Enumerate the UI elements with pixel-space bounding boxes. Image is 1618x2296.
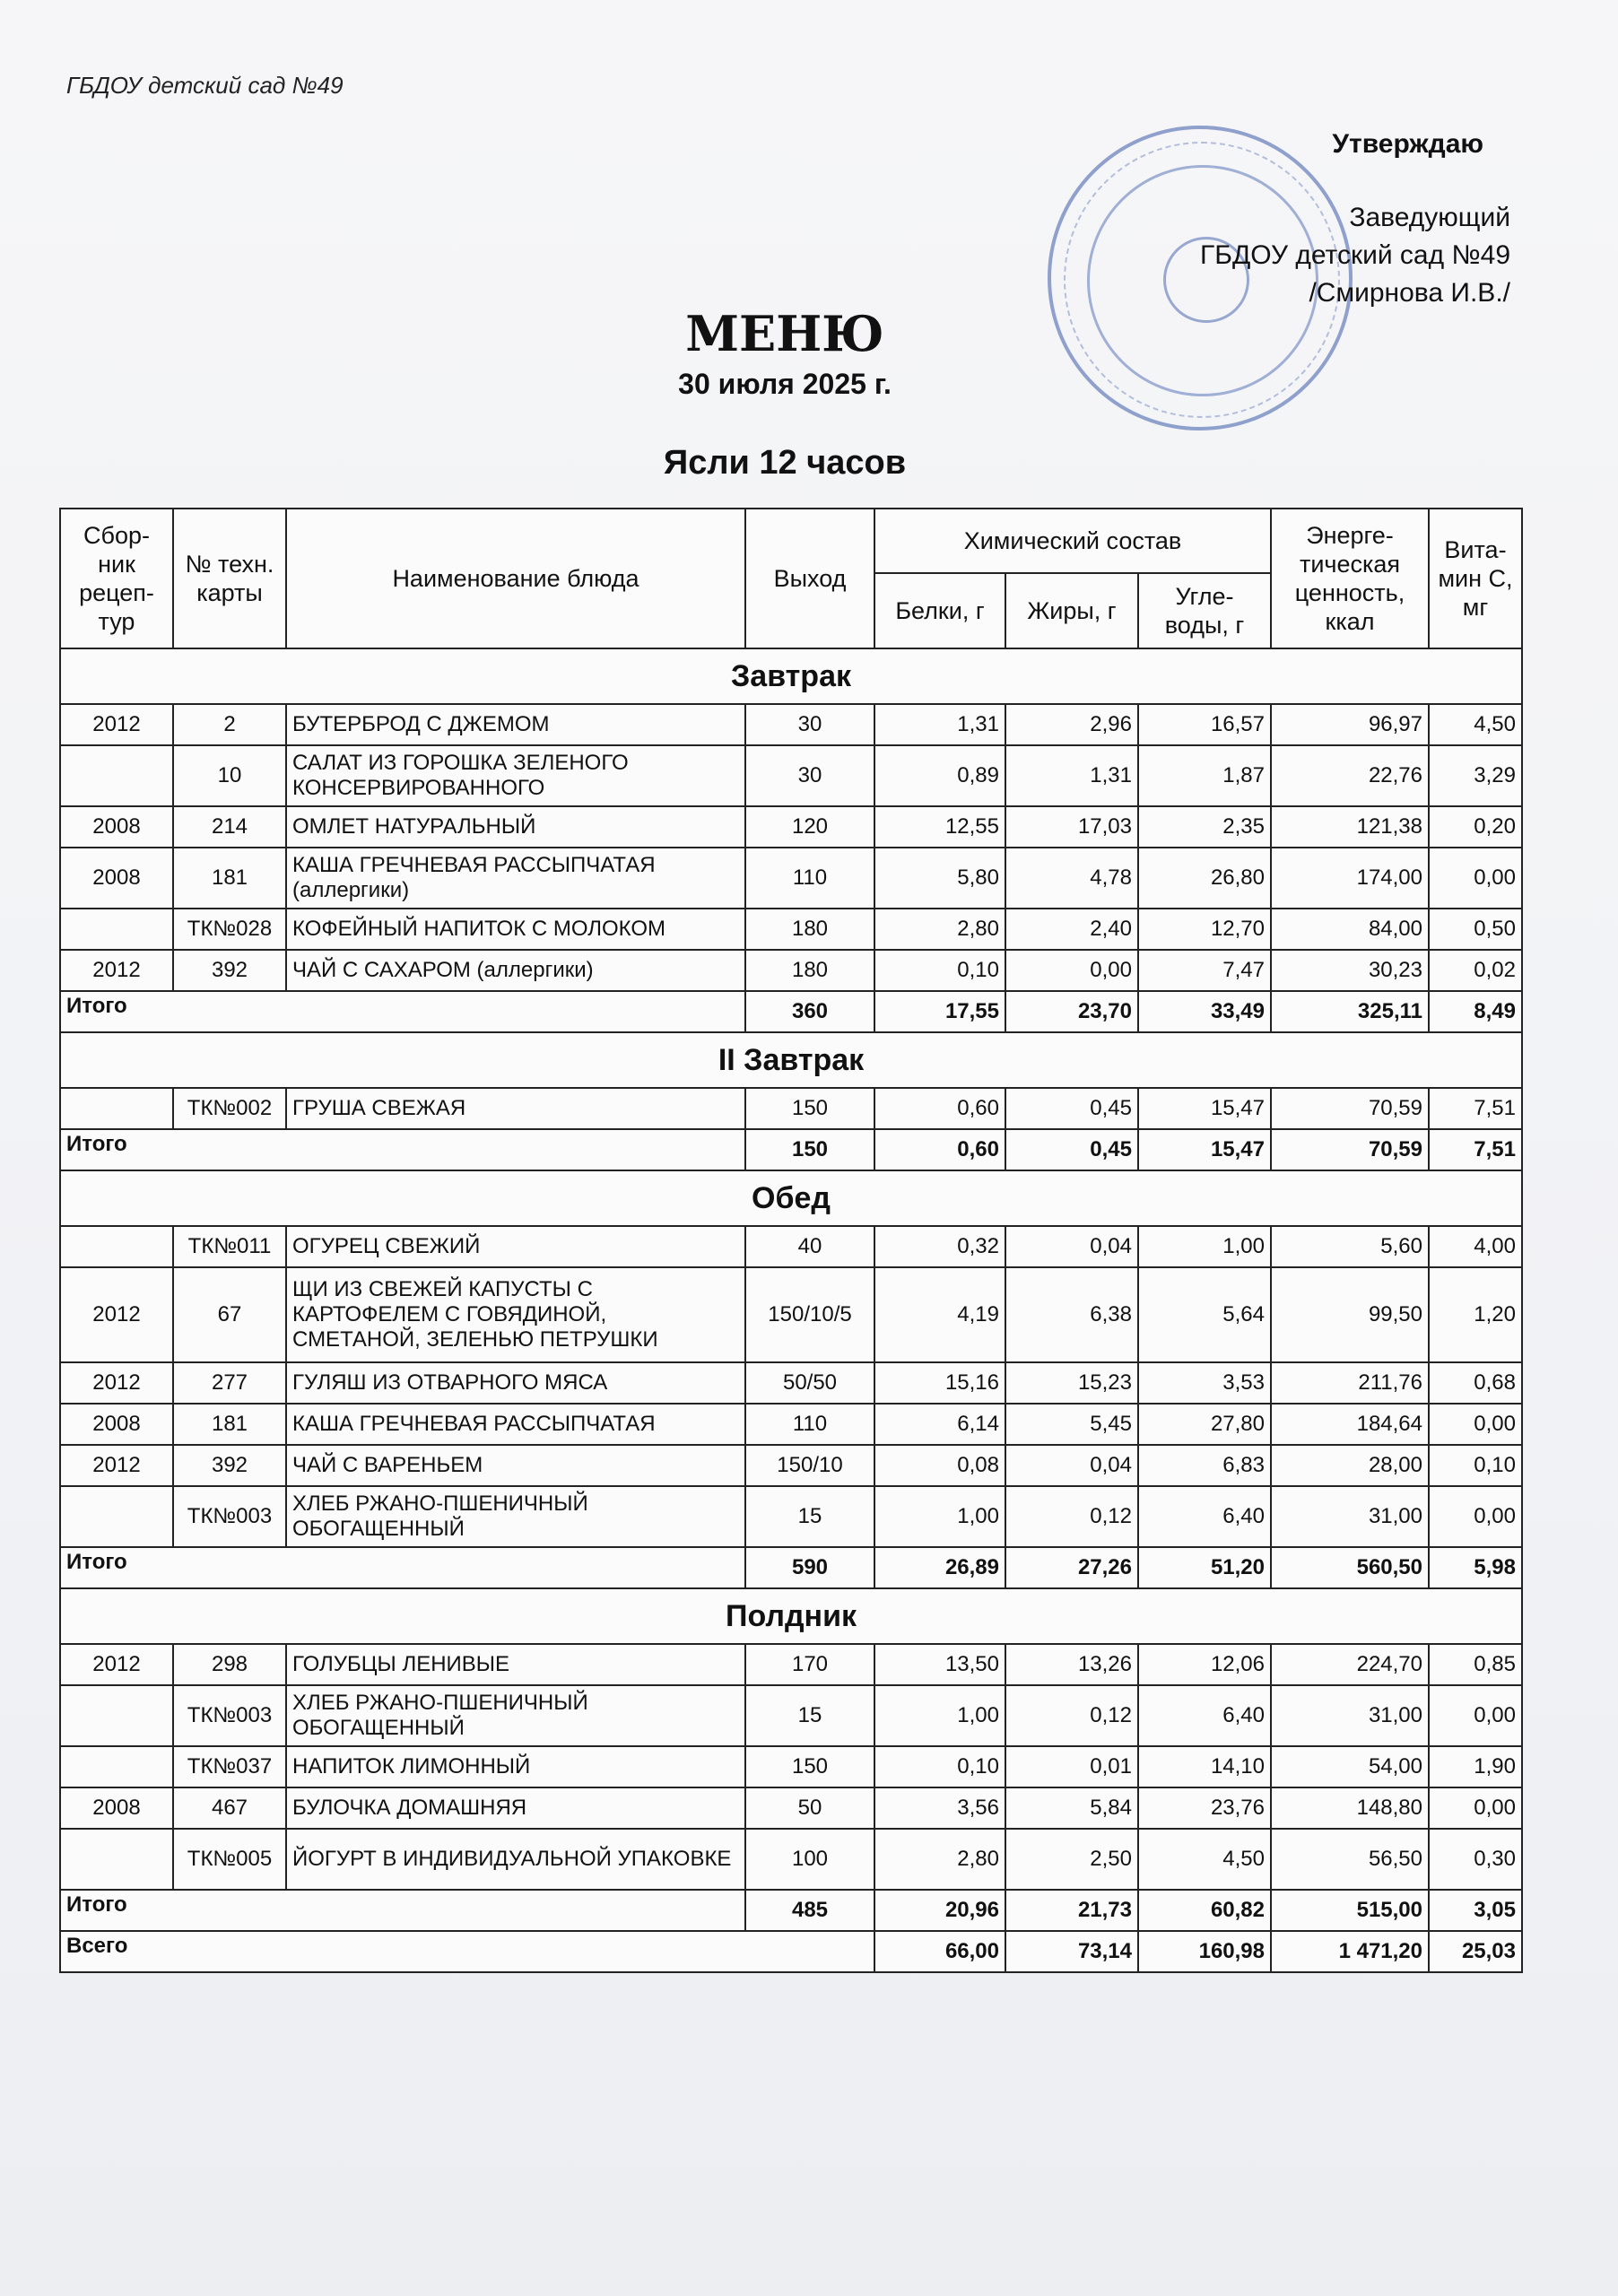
cell-protein: 12,55 (874, 806, 1005, 848)
cell-collection (60, 909, 173, 950)
cell-yield: 100 (745, 1829, 874, 1890)
cell-carbs: 6,40 (1138, 1685, 1271, 1746)
cell-carbs: 3,53 (1138, 1362, 1271, 1404)
cell-carbs: 6,83 (1138, 1445, 1271, 1486)
cell-card: ТК№003 (173, 1486, 286, 1547)
table-row (60, 1445, 1522, 1486)
cell-card: 67 (173, 1267, 286, 1362)
table-row (60, 1746, 1522, 1787)
total-energy: 325,11 (1271, 991, 1429, 1032)
cell-collection (60, 1088, 173, 1129)
cell-yield: 50 (745, 1787, 874, 1829)
table-row (60, 1829, 1522, 1890)
cell-protein: 13,50 (874, 1644, 1005, 1685)
section-header (60, 648, 1522, 704)
col-card: № техн. карты (173, 509, 286, 648)
cell-name: КАША ГРЕЧНЕВАЯ РАССЫПЧАТАЯ (аллергики) (286, 848, 745, 909)
cell-vitamin: 0,50 (1429, 909, 1522, 950)
cell-protein: 4,19 (874, 1267, 1005, 1362)
cell-yield: 15 (745, 1486, 874, 1547)
table-row (60, 1226, 1522, 1267)
cell-fat: 1,31 (1005, 745, 1138, 806)
col-vitamin: Вита-мин С, мг (1429, 509, 1522, 648)
cell-vitamin: 7,51 (1429, 1088, 1522, 1129)
cell-energy: 5,60 (1271, 1226, 1429, 1267)
cell-collection: 2008 (60, 806, 173, 848)
cell-name: КОФЕЙНЫЙ НАПИТОК С МОЛОКОМ (286, 909, 745, 950)
cell-card: 298 (173, 1644, 286, 1685)
col-name: Наименование блюда (286, 509, 745, 648)
cell-yield: 180 (745, 909, 874, 950)
cell-card: ТК№003 (173, 1685, 286, 1746)
cell-yield: 110 (745, 848, 874, 909)
section-title: Завтрак (60, 648, 1522, 704)
cell-name: ОГУРЕЦ СВЕЖИЙ (286, 1226, 745, 1267)
table-row (60, 1486, 1522, 1547)
grand-total-fat: 73,14 (1005, 1931, 1138, 1972)
table-row (60, 1404, 1522, 1445)
cell-card: ТК№037 (173, 1746, 286, 1787)
table-row (60, 1088, 1522, 1129)
total-protein: 20,96 (874, 1890, 1005, 1931)
cell-collection (60, 1486, 173, 1547)
total-row (60, 1890, 1522, 1931)
cell-card: 181 (173, 1404, 286, 1445)
cell-collection: 2012 (60, 1267, 173, 1362)
cell-card: 181 (173, 848, 286, 909)
total-fat: 0,45 (1005, 1129, 1138, 1170)
total-fat: 23,70 (1005, 991, 1138, 1032)
cell-collection: 2008 (60, 1787, 173, 1829)
cell-card: ТК№028 (173, 909, 286, 950)
section-header (60, 1032, 1522, 1088)
cell-name: ОМЛЕТ НАТУРАЛЬНЫЙ (286, 806, 745, 848)
total-vitamin: 7,51 (1429, 1129, 1522, 1170)
cell-yield: 150 (745, 1746, 874, 1787)
table-row (60, 704, 1522, 745)
cell-name: НАПИТОК ЛИМОННЫЙ (286, 1746, 745, 1787)
cell-fat: 0,45 (1005, 1088, 1138, 1129)
section-title: Обед (60, 1170, 1522, 1226)
table-row (60, 1787, 1522, 1829)
cell-energy: 174,00 (1271, 848, 1429, 909)
approval-block (1134, 126, 1510, 312)
cell-protein: 2,80 (874, 909, 1005, 950)
total-carbs: 15,47 (1138, 1129, 1271, 1170)
cell-protein: 2,80 (874, 1829, 1005, 1890)
col-chemical-composition: Химический состав (874, 509, 1271, 573)
total-carbs: 33,49 (1138, 991, 1271, 1032)
cell-carbs: 16,57 (1138, 704, 1271, 745)
cell-protein: 0,10 (874, 1746, 1005, 1787)
cell-energy: 96,97 (1271, 704, 1429, 745)
cell-yield: 150 (745, 1088, 874, 1129)
total-yield: 590 (745, 1547, 874, 1588)
total-row (60, 1547, 1522, 1588)
cell-energy: 84,00 (1271, 909, 1429, 950)
cell-vitamin: 0,00 (1429, 848, 1522, 909)
table-row (60, 909, 1522, 950)
table-row (60, 806, 1522, 848)
cell-protein: 3,56 (874, 1787, 1005, 1829)
cell-card: ТК№011 (173, 1226, 286, 1267)
cell-carbs: 23,76 (1138, 1787, 1271, 1829)
total-vitamin: 8,49 (1429, 991, 1522, 1032)
cell-yield: 110 (745, 1404, 874, 1445)
grand-total-label: Всего (60, 1931, 874, 1972)
col-collection: Сбор-ник рецеп-тур (60, 509, 173, 648)
total-carbs: 60,82 (1138, 1890, 1271, 1931)
total-energy: 70,59 (1271, 1129, 1429, 1170)
cell-carbs: 14,10 (1138, 1746, 1271, 1787)
cell-name: ХЛЕБ РЖАНО-ПШЕНИЧНЫЙ ОБОГАЩЕННЫЙ (286, 1486, 745, 1547)
section-header (60, 1170, 1522, 1226)
cell-collection (60, 1829, 173, 1890)
col-fat: Жиры, г (1005, 573, 1138, 648)
total-protein: 17,55 (874, 991, 1005, 1032)
cell-card: 2 (173, 704, 286, 745)
cell-fat: 2,50 (1005, 1829, 1138, 1890)
cell-collection: 2012 (60, 1445, 173, 1486)
cell-fat: 17,03 (1005, 806, 1138, 848)
cell-fat: 2,40 (1005, 909, 1138, 950)
cell-fat: 0,00 (1005, 950, 1138, 991)
table-row (60, 848, 1522, 909)
cell-carbs: 5,64 (1138, 1267, 1271, 1362)
cell-energy: 211,76 (1271, 1362, 1429, 1404)
cell-energy: 121,38 (1271, 806, 1429, 848)
approval-org: ГБДОУ детский сад №49 (1200, 240, 1510, 270)
col-protein: Белки, г (874, 573, 1005, 648)
cell-energy: 224,70 (1271, 1644, 1429, 1685)
cell-energy: 22,76 (1271, 745, 1429, 806)
cell-yield: 30 (745, 704, 874, 745)
cell-vitamin: 0,00 (1429, 1486, 1522, 1547)
cell-energy: 30,23 (1271, 950, 1429, 991)
cell-vitamin: 0,30 (1429, 1829, 1522, 1890)
total-yield: 485 (745, 1890, 874, 1931)
section-header (60, 1588, 1522, 1644)
cell-collection (60, 1226, 173, 1267)
total-fat: 27,26 (1005, 1547, 1138, 1588)
col-carbs: Угле-воды, г (1138, 573, 1271, 648)
cell-vitamin: 0,00 (1429, 1685, 1522, 1746)
cell-card: 392 (173, 1445, 286, 1486)
cell-carbs: 2,35 (1138, 806, 1271, 848)
table-row (60, 1267, 1522, 1362)
cell-collection (60, 745, 173, 806)
cell-vitamin: 1,20 (1429, 1267, 1522, 1362)
section-title: II Завтрак (60, 1032, 1522, 1088)
cell-carbs: 15,47 (1138, 1088, 1271, 1129)
cell-collection: 2012 (60, 1644, 173, 1685)
cell-fat: 0,04 (1005, 1226, 1138, 1267)
col-energy: Энерге-тическая ценность, ккал (1271, 509, 1429, 648)
cell-fat: 6,38 (1005, 1267, 1138, 1362)
cell-yield: 150/10 (745, 1445, 874, 1486)
cell-vitamin: 0,02 (1429, 950, 1522, 991)
cell-collection: 2012 (60, 704, 173, 745)
cell-fat: 0,01 (1005, 1746, 1138, 1787)
cell-protein: 0,32 (874, 1226, 1005, 1267)
cell-vitamin: 0,85 (1429, 1644, 1522, 1685)
cell-vitamin: 4,00 (1429, 1226, 1522, 1267)
cell-name: ГРУША СВЕЖАЯ (286, 1088, 745, 1129)
organization-name: ГБДОУ детский сад №49 (66, 72, 344, 99)
section-title: Полдник (60, 1588, 1522, 1644)
cell-yield: 50/50 (745, 1362, 874, 1404)
cell-name: ХЛЕБ РЖАНО-ПШЕНИЧНЫЙ ОБОГАЩЕННЫЙ (286, 1685, 745, 1746)
cell-carbs: 1,87 (1138, 745, 1271, 806)
total-label: Итого (60, 1547, 745, 1588)
menu-date: 30 июля 2025 г. (678, 368, 892, 400)
cell-name: ЩИ ИЗ СВЕЖЕЙ КАПУСТЫ С КАРТОФЕЛЕМ С ГОВЯДИНОЙ, СМЕТАНОЙ, ЗЕЛЕНЬЮ ПЕТРУШКИ (286, 1267, 745, 1362)
cell-card: 10 (173, 745, 286, 806)
grand-total-energy: 1 471,20 (1271, 1931, 1429, 1972)
cell-name: ЙОГУРТ В ИНДИВИДУАЛЬНОЙ УПАКОВКЕ (286, 1829, 745, 1890)
cell-protein: 0,60 (874, 1088, 1005, 1129)
cell-fat: 0,12 (1005, 1486, 1138, 1547)
cell-yield: 120 (745, 806, 874, 848)
grand-total-protein: 66,00 (874, 1931, 1005, 1972)
total-label: Итого (60, 1129, 745, 1170)
cell-vitamin: 0,00 (1429, 1404, 1522, 1445)
cell-fat: 5,45 (1005, 1404, 1138, 1445)
cell-protein: 5,80 (874, 848, 1005, 909)
page-title: МЕНЮ (685, 305, 884, 362)
cell-yield: 40 (745, 1226, 874, 1267)
total-label: Итого (60, 1890, 745, 1931)
total-vitamin: 5,98 (1429, 1547, 1522, 1588)
total-protein: 0,60 (874, 1129, 1005, 1170)
group-name: Ясли 12 часов (663, 444, 907, 482)
cell-collection: 2008 (60, 848, 173, 909)
total-energy: 560,50 (1271, 1547, 1429, 1588)
grand-total-vitamin: 25,03 (1429, 1931, 1522, 1972)
cell-collection (60, 1685, 173, 1746)
cell-name: ЧАЙ С ВАРЕНЬЕМ (286, 1445, 745, 1486)
cell-vitamin: 3,29 (1429, 745, 1522, 806)
cell-fat: 2,96 (1005, 704, 1138, 745)
cell-yield: 170 (745, 1644, 874, 1685)
cell-fat: 5,84 (1005, 1787, 1138, 1829)
cell-energy: 148,80 (1271, 1787, 1429, 1829)
table-header (60, 509, 1522, 648)
cell-energy: 31,00 (1271, 1685, 1429, 1746)
col-yield: Выход (745, 509, 874, 648)
cell-vitamin: 0,10 (1429, 1445, 1522, 1486)
cell-fat: 4,78 (1005, 848, 1138, 909)
table-row (60, 950, 1522, 991)
cell-protein: 1,00 (874, 1486, 1005, 1547)
approval-title: Утверждаю (1332, 129, 1483, 159)
cell-carbs: 6,40 (1138, 1486, 1271, 1547)
cell-energy: 28,00 (1271, 1445, 1429, 1486)
cell-card: ТК№005 (173, 1829, 286, 1890)
cell-carbs: 4,50 (1138, 1829, 1271, 1890)
total-label: Итого (60, 991, 745, 1032)
cell-protein: 1,00 (874, 1685, 1005, 1746)
table-body (60, 648, 1522, 1972)
menu-table (59, 508, 1523, 1973)
cell-energy: 70,59 (1271, 1088, 1429, 1129)
cell-name: САЛАТ ИЗ ГОРОШКА ЗЕЛЕНОГО КОНСЕРВИРОВАННОГО (286, 745, 745, 806)
total-row (60, 1129, 1522, 1170)
grand-total-carbs: 160,98 (1138, 1931, 1271, 1972)
total-row (60, 991, 1522, 1032)
cell-name: ГУЛЯШ ИЗ ОТВАРНОГО МЯСА (286, 1362, 745, 1404)
table-row (60, 1362, 1522, 1404)
table-row (60, 1685, 1522, 1746)
cell-name: БУЛОЧКА ДОМАШНЯЯ (286, 1787, 745, 1829)
cell-vitamin: 0,00 (1429, 1787, 1522, 1829)
cell-card: 467 (173, 1787, 286, 1829)
total-yield: 150 (745, 1129, 874, 1170)
cell-vitamin: 1,90 (1429, 1746, 1522, 1787)
cell-collection: 2012 (60, 950, 173, 991)
cell-name: ГОЛУБЦЫ ЛЕНИВЫЕ (286, 1644, 745, 1685)
cell-vitamin: 4,50 (1429, 704, 1522, 745)
total-protein: 26,89 (874, 1547, 1005, 1588)
cell-energy: 54,00 (1271, 1746, 1429, 1787)
total-fat: 21,73 (1005, 1890, 1138, 1931)
cell-name: ЧАЙ С САХАРОМ (аллергики) (286, 950, 745, 991)
cell-vitamin: 0,20 (1429, 806, 1522, 848)
cell-card: 214 (173, 806, 286, 848)
cell-collection: 2012 (60, 1362, 173, 1404)
cell-card: 392 (173, 950, 286, 991)
cell-energy: 31,00 (1271, 1486, 1429, 1547)
cell-protein: 0,10 (874, 950, 1005, 991)
total-carbs: 51,20 (1138, 1547, 1271, 1588)
cell-yield: 30 (745, 745, 874, 806)
cell-vitamin: 0,68 (1429, 1362, 1522, 1404)
cell-fat: 13,26 (1005, 1644, 1138, 1685)
cell-collection: 2008 (60, 1404, 173, 1445)
cell-card: ТК№002 (173, 1088, 286, 1129)
cell-energy: 184,64 (1271, 1404, 1429, 1445)
total-energy: 515,00 (1271, 1890, 1429, 1931)
cell-carbs: 1,00 (1138, 1226, 1271, 1267)
cell-carbs: 7,47 (1138, 950, 1271, 991)
cell-carbs: 12,70 (1138, 909, 1271, 950)
total-vitamin: 3,05 (1429, 1890, 1522, 1931)
cell-name: КАША ГРЕЧНЕВАЯ РАССЫПЧАТАЯ (286, 1404, 745, 1445)
table-row (60, 1644, 1522, 1685)
total-yield: 360 (745, 991, 874, 1032)
cell-fat: 0,04 (1005, 1445, 1138, 1486)
cell-protein: 0,08 (874, 1445, 1005, 1486)
cell-card: 277 (173, 1362, 286, 1404)
cell-yield: 180 (745, 950, 874, 991)
cell-fat: 15,23 (1005, 1362, 1138, 1404)
cell-carbs: 12,06 (1138, 1644, 1271, 1685)
cell-protein: 1,31 (874, 704, 1005, 745)
cell-name: БУТЕРБРОД С ДЖЕМОМ (286, 704, 745, 745)
cell-collection (60, 1746, 173, 1787)
cell-energy: 56,50 (1271, 1829, 1429, 1890)
cell-protein: 15,16 (874, 1362, 1005, 1404)
cell-fat: 0,12 (1005, 1685, 1138, 1746)
approval-name: /Смирнова И.В./ (1309, 278, 1510, 308)
cell-yield: 150/10/5 (745, 1267, 874, 1362)
cell-carbs: 26,80 (1138, 848, 1271, 909)
cell-energy: 99,50 (1271, 1267, 1429, 1362)
grand-total-row (60, 1931, 1522, 1972)
cell-yield: 15 (745, 1685, 874, 1746)
approval-role: Заведующий (1349, 203, 1510, 232)
cell-carbs: 27,80 (1138, 1404, 1271, 1445)
cell-protein: 6,14 (874, 1404, 1005, 1445)
cell-protein: 0,89 (874, 745, 1005, 806)
table-row (60, 745, 1522, 806)
